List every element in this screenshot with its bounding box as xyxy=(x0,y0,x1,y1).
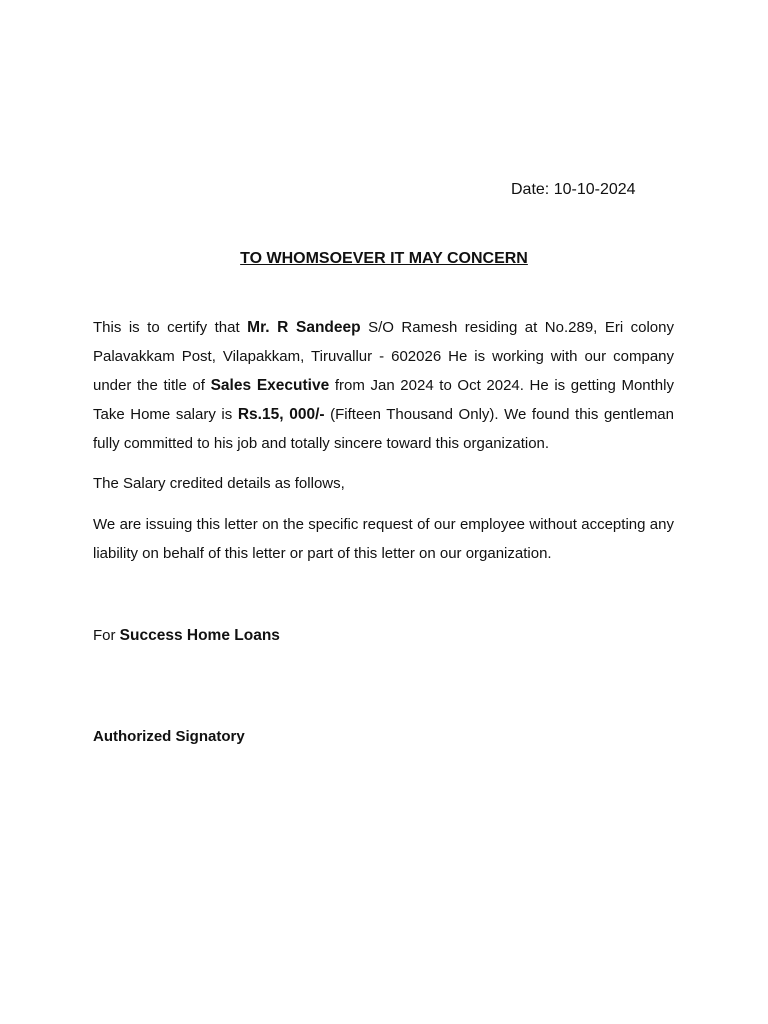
company-line xyxy=(93,626,280,646)
disclaimer-paragraph: We are issuing this letter on the specific request of our employee without accepting any liability on behalf of this letter or part of this letter on our organization. xyxy=(93,516,674,562)
job-title: Sales Executive xyxy=(210,377,330,394)
salary-amount: Rs.15, 000/- xyxy=(237,406,325,423)
paragraph-text: (Fifteen Thousand Only). We found this gentleman fully committed to his job and totally sincere toward this organization. xyxy=(93,406,674,452)
company-name: Success Home Loans xyxy=(119,627,280,644)
paragraph-text: This is to certify that xyxy=(93,319,248,336)
letter-heading: TO WHOMSOEVER IT MAY CONCERN xyxy=(240,250,528,267)
for-prefix: For xyxy=(93,627,120,644)
paragraph-text: from Jan 2024 to Oct 2024. He is getting Monthly Take Home salary is xyxy=(93,377,674,423)
certification-paragraph xyxy=(93,313,674,458)
date-line: Date: 10-10-2024 xyxy=(511,181,636,198)
salary-details-paragraph: The Salary credited details as follows, xyxy=(93,475,345,492)
authorized-signatory: Authorized Signatory xyxy=(93,728,245,745)
employee-name: Mr. R Sandeep xyxy=(247,319,361,336)
paragraph-text: S/O Ramesh residing at No.289, Eri colony Palavakkam Post, Vilapakkam, Tiruvallur - 602026 He is working with our company under the title of xyxy=(93,319,674,394)
